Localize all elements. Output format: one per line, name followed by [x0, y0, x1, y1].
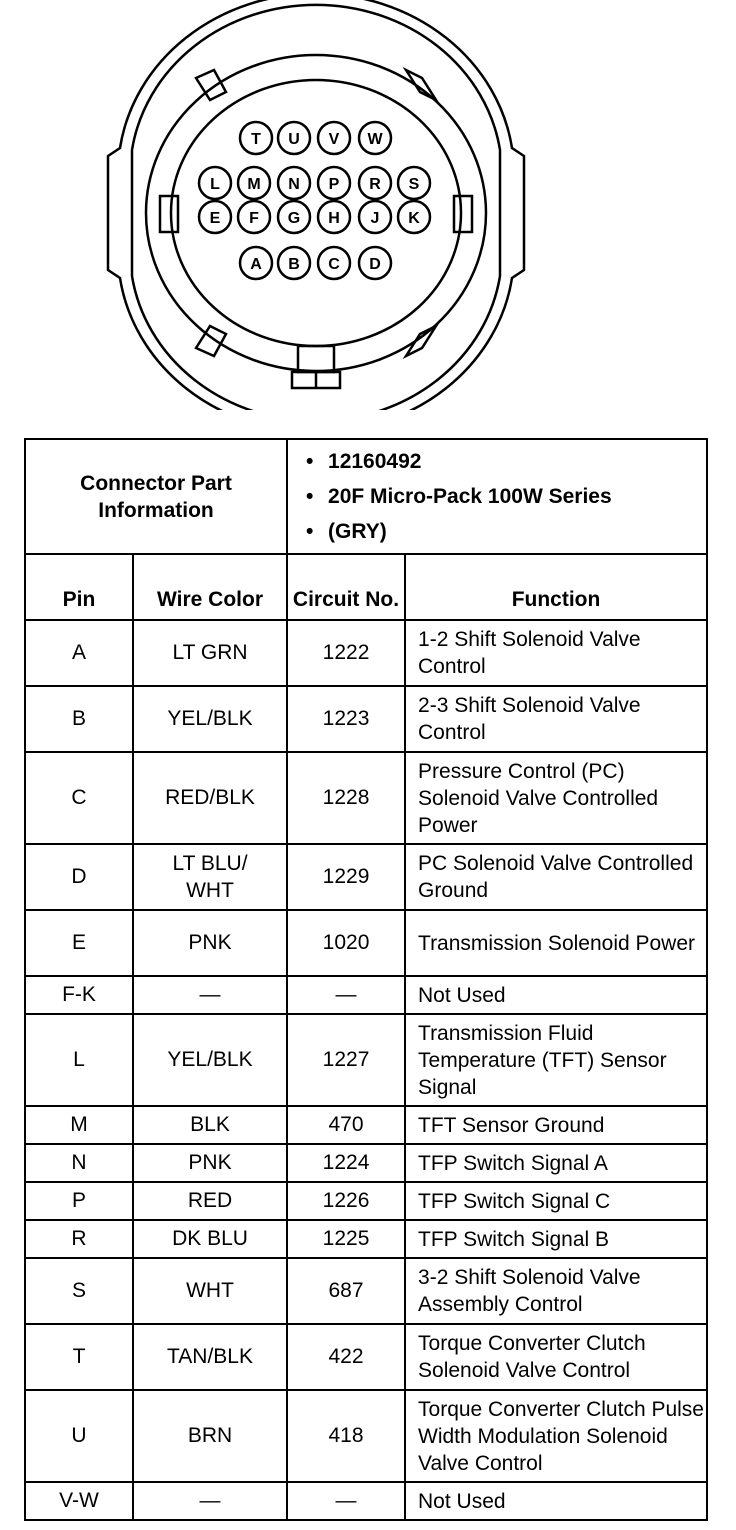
pin-cavity-r: [359, 167, 391, 199]
pin-cavity-f: [238, 201, 270, 233]
pin-cavity-g: [278, 201, 310, 233]
pin-label: N: [288, 176, 300, 193]
circuit-cell: 1020: [287, 910, 405, 976]
circuit-cell: 1223: [287, 686, 405, 752]
pin-cell: U: [25, 1390, 133, 1482]
circuit-cell: 1228: [287, 752, 405, 844]
pin-cavity-b: [278, 247, 310, 279]
pin-cell: S: [25, 1258, 133, 1324]
pinout-row: [25, 686, 707, 752]
pinout-row: [25, 752, 707, 844]
info-part-number: • 12160492: [328, 444, 706, 479]
pin-cavity-a: [240, 247, 272, 279]
pin-label: R: [369, 176, 381, 193]
pinout-row: [25, 1144, 707, 1182]
pin-cavities: [199, 122, 430, 279]
pin-cell: F-K: [25, 976, 133, 1014]
pin-label: E: [209, 210, 221, 227]
pin-cavity-l: [199, 167, 231, 199]
function-cell: TFP Switch Signal C: [405, 1182, 707, 1220]
circuit-cell: 1224: [287, 1144, 405, 1182]
header-pin: Pin: [25, 554, 133, 620]
pinout-row: [25, 1220, 707, 1258]
pin-cell: D: [25, 844, 133, 910]
pin-cell: T: [25, 1324, 133, 1390]
pin-cell: V-W: [25, 1482, 133, 1520]
function-cell: Not Used: [405, 976, 707, 1014]
pinout-row: [25, 620, 707, 686]
pin-cavity-s: [398, 167, 430, 199]
pinout-rows: [25, 620, 707, 1520]
wire-color-cell: LT BLU/ WHT: [133, 844, 287, 910]
pin-cavity-j: [359, 201, 391, 233]
wire-color-cell: —: [133, 976, 287, 1014]
pin-cavity-e: [199, 201, 231, 233]
pin-label: A: [250, 256, 262, 273]
pin-label: D: [369, 256, 381, 273]
function-cell: PC Solenoid Valve Controlled Ground: [405, 844, 707, 910]
function-cell: Torque Converter Clutch Solenoid Valve Control: [405, 1324, 707, 1390]
connector-info-list: [287, 439, 707, 554]
circuit-cell: 470: [287, 1106, 405, 1144]
pin-cavity-h: [318, 201, 350, 233]
info-color: • (GRY): [328, 514, 706, 549]
pin-label: H: [328, 210, 340, 227]
pin-cell: P: [25, 1182, 133, 1220]
pin-cell: N: [25, 1144, 133, 1182]
pin-cavity-t: [240, 122, 272, 154]
pin-cell: A: [25, 620, 133, 686]
pin-label: J: [370, 210, 380, 227]
circuit-cell: 418: [287, 1390, 405, 1482]
circuit-cell: 1222: [287, 620, 405, 686]
wire-color-cell: YEL/BLK: [133, 686, 287, 752]
pinout-row: [25, 844, 707, 910]
pinout-row: [25, 1014, 707, 1106]
connector-key-tab: [298, 346, 334, 372]
pin-label: M: [247, 176, 261, 193]
header-wire-color: Wire Color: [133, 554, 287, 620]
pinout-row: [25, 1390, 707, 1482]
wire-color-cell: RED/BLK: [133, 752, 287, 844]
pin-cell: L: [25, 1014, 133, 1106]
connector-face-diagram: [0, 0, 736, 410]
pin-cavity-d: [359, 247, 391, 279]
pinout-row: [25, 1324, 707, 1390]
wire-color-cell: WHT: [133, 1258, 287, 1324]
circuit-cell: 422: [287, 1324, 405, 1390]
pin-cell: E: [25, 910, 133, 976]
pin-cavity-n: [278, 167, 310, 199]
wire-color-cell: LT GRN: [133, 620, 287, 686]
pinout-row: [25, 976, 707, 1014]
pin-label: F: [249, 210, 259, 227]
pin-cavity-c: [318, 247, 350, 279]
pin-cell: M: [25, 1106, 133, 1144]
pin-cavity-u: [278, 122, 310, 154]
function-cell: Transmission Solenoid Power: [405, 910, 707, 976]
wire-color-cell: TAN/BLK: [133, 1324, 287, 1390]
function-cell: 2-3 Shift Solenoid Valve Control: [405, 686, 707, 752]
pin-label: V: [328, 131, 340, 148]
connector-shell-ring: [132, 5, 500, 410]
pin-cavity-w: [359, 122, 391, 154]
pin-label: K: [408, 210, 420, 227]
header-circuit: Circuit No.: [287, 554, 405, 620]
pin-cavity-k: [398, 201, 430, 233]
function-cell: 1-2 Shift Solenoid Valve Control: [405, 620, 707, 686]
pin-cell: R: [25, 1220, 133, 1258]
wire-color-cell: YEL/BLK: [133, 1014, 287, 1106]
pinout-row: [25, 1106, 707, 1144]
circuit-cell: 1226: [287, 1182, 405, 1220]
circuit-cell: 1229: [287, 844, 405, 910]
pin-cavity-m: [238, 167, 270, 199]
function-cell: 3-2 Shift Solenoid Valve Assembly Control: [405, 1258, 707, 1324]
circuit-cell: —: [287, 1482, 405, 1520]
pin-cavity-v: [318, 122, 350, 154]
wire-color-cell: DK BLU: [133, 1220, 287, 1258]
function-cell: Transmission Fluid Temperature (TFT) Sensor Signal: [405, 1014, 707, 1106]
connector-outer-ring: [146, 55, 486, 371]
pin-label: G: [287, 210, 301, 227]
function-cell: TFP Switch Signal B: [405, 1220, 707, 1258]
wire-color-cell: PNK: [133, 910, 287, 976]
pin-label: U: [288, 131, 300, 148]
function-cell: TFT Sensor Ground: [405, 1106, 707, 1144]
pin-label: W: [367, 131, 383, 148]
wire-color-cell: BLK: [133, 1106, 287, 1144]
pinout-row: [25, 1182, 707, 1220]
wire-color-cell: RED: [133, 1182, 287, 1220]
pin-cavity-p: [318, 167, 350, 199]
pinout-table: [24, 438, 708, 1521]
connector-info-label: Connector Part Information: [25, 439, 287, 554]
function-cell: Pressure Control (PC) Solenoid Valve Controlled Power: [405, 752, 707, 844]
pin-label: L: [210, 176, 220, 193]
circuit-cell: 687: [287, 1258, 405, 1324]
pinout-row: [25, 1258, 707, 1324]
circuit-cell: —: [287, 976, 405, 1014]
function-cell: Not Used: [405, 1482, 707, 1520]
pin-label: C: [328, 256, 340, 273]
wire-color-cell: —: [133, 1482, 287, 1520]
pin-cell: B: [25, 686, 133, 752]
wire-color-cell: BRN: [133, 1390, 287, 1482]
circuit-cell: 1227: [287, 1014, 405, 1106]
pinout-row: [25, 1482, 707, 1520]
info-series: • 20F Micro-Pack 100W Series: [328, 479, 706, 514]
pin-label: S: [408, 176, 420, 193]
connector-info-row: [25, 439, 707, 554]
pin-label: T: [251, 131, 261, 148]
pin-label: P: [328, 176, 340, 193]
column-header-row: [25, 554, 707, 620]
pin-label: B: [288, 256, 300, 273]
function-cell: Torque Converter Clutch Pulse Width Modulation Solenoid Valve Control: [405, 1390, 707, 1482]
wire-color-cell: PNK: [133, 1144, 287, 1182]
pinout-row: [25, 910, 707, 976]
pin-cell: C: [25, 752, 133, 844]
circuit-cell: 1225: [287, 1220, 405, 1258]
header-function: Function: [405, 554, 707, 620]
function-cell: TFP Switch Signal A: [405, 1144, 707, 1182]
